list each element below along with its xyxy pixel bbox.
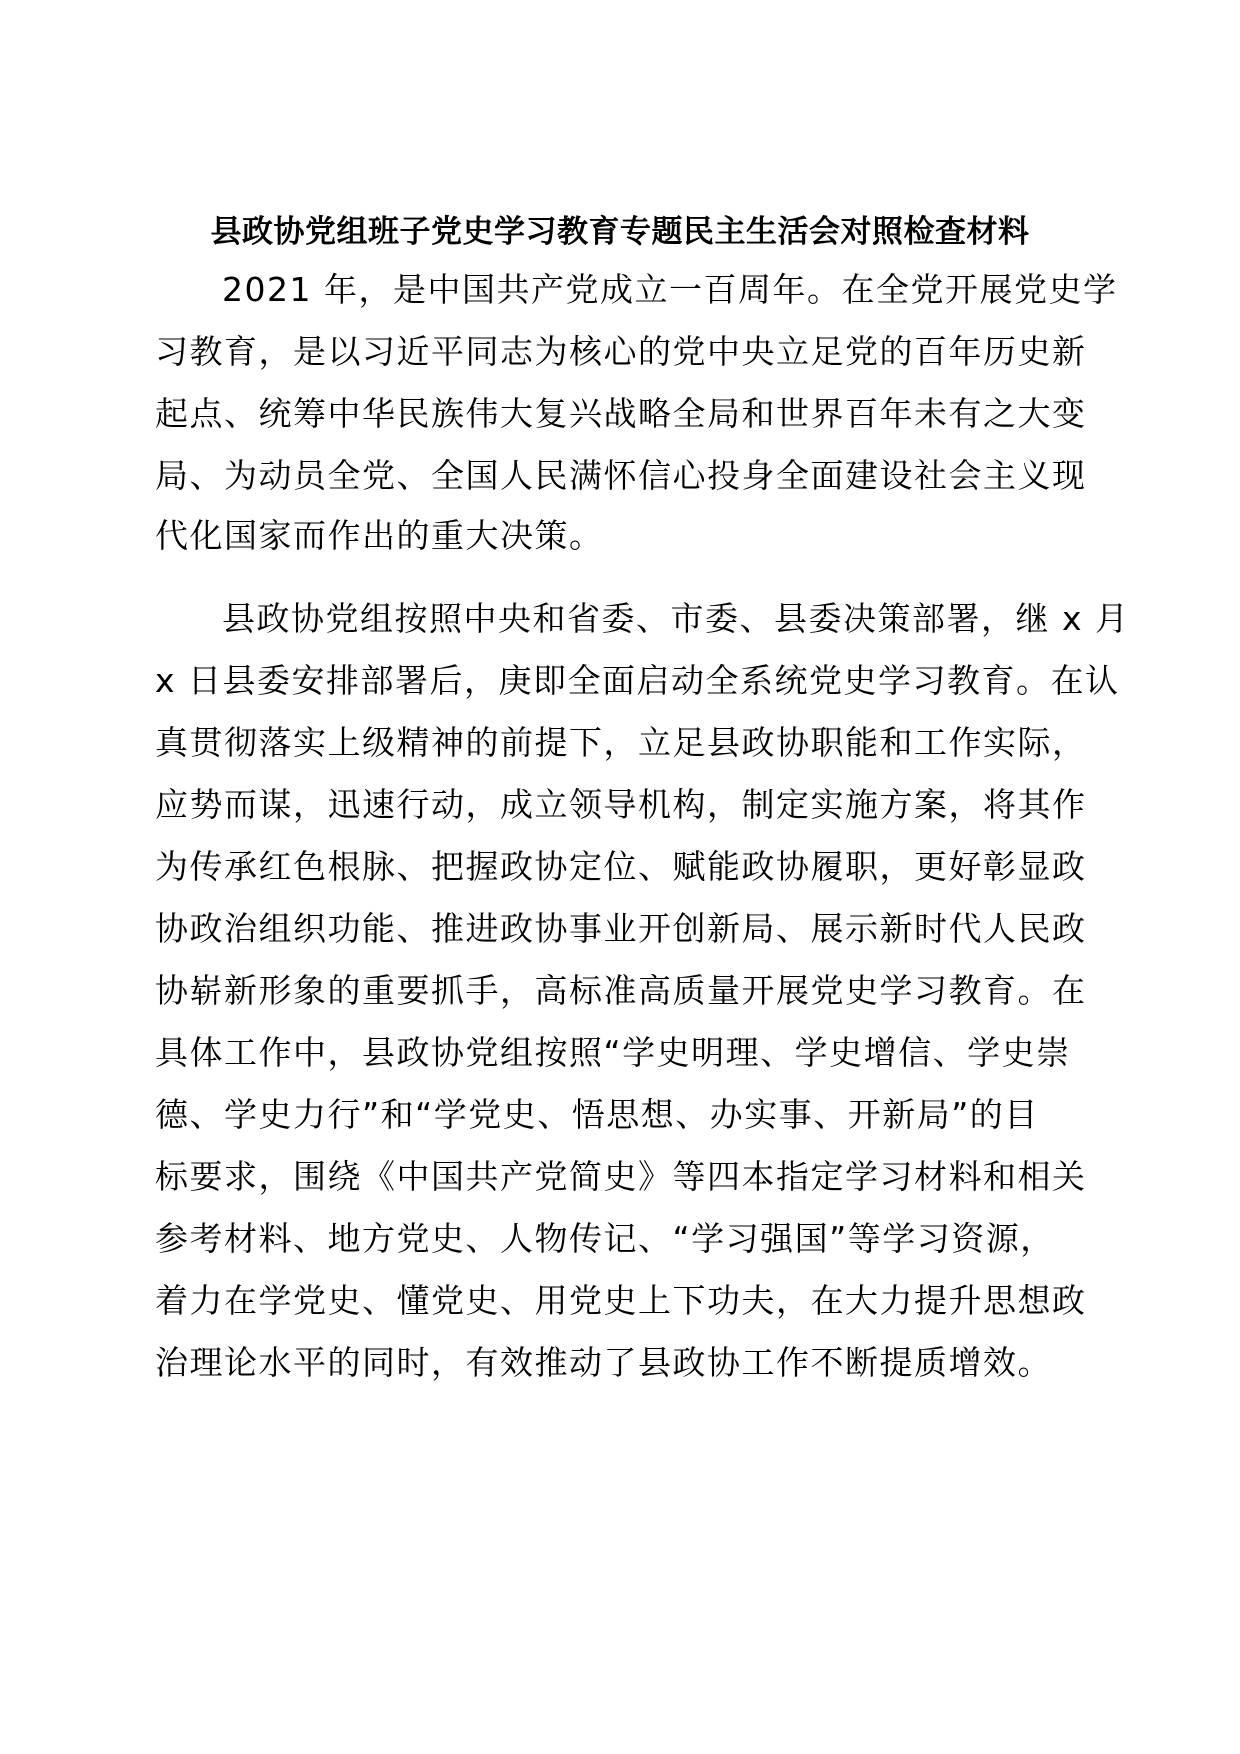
paragraph-line: 起点、统筹中华民族伟大复兴战略全局和世界百年未有之大变 — [155, 394, 1087, 433]
paragraph-line: 2021 年，是中国共产党成立一百周年。在全党开展党史学 — [222, 270, 1118, 309]
paragraph-line: 应势而谋，迅速行动，成立领导机构，制定实施方案，将其作 — [155, 785, 1087, 824]
paragraph-line: 德、学史力行”和“学党史、悟思想、办实事、开新局”的目 — [155, 1095, 1039, 1134]
paragraph-line: 习教育，是以习近平同志为核心的党中央立足党的百年历史新 — [155, 332, 1087, 371]
paragraph-line: 为传承红色根脉、把握政协定位、赋能政协履职，更好彰显政 — [155, 847, 1087, 886]
paragraph-line: 代化国家而作出的重大决策。 — [155, 516, 604, 555]
document-title: 县政协党组班子党史学习教育专题民主生活会对照检查材料 — [210, 214, 1030, 250]
paragraph-line: 治理论水平的同时，有效推动了县政协工作不断提质增效。 — [155, 1343, 1052, 1382]
paragraph-line: 协政治组织功能、推进政协事业开创新局、展示新时代人民政 — [155, 909, 1087, 948]
paragraph-line: 真贯彻落实上级精神的前提下，立足县政协职能和工作实际， — [155, 723, 1087, 762]
paragraph-line: 协崭新形象的重要抓手，高标准高质量开展党史学习教育。在 — [155, 971, 1087, 1010]
paragraph-line: 着力在学党史、懂党史、用党史上下功夫，在大力提升思想政 — [155, 1281, 1087, 1320]
paragraph-line: 具体工作中，县政协党组按照“学史明理、学史增信、学史崇 — [155, 1033, 1071, 1072]
paragraph-line: 县政协党组按照中央和省委、市委、县委决策部署，继 x 月 — [222, 599, 1130, 638]
paragraph-line: 局、为动员全党、全国人民满怀信心投身全面建设社会主义现 — [155, 456, 1087, 495]
paragraph-line: 参考材料、地方党史、人物传记、“学习强国”等学习资源， — [155, 1219, 1055, 1258]
paragraph-line: 标要求，围绕《中国共产党简史》等四本指定学习材料和相关 — [155, 1157, 1087, 1196]
paragraph-line: x 日县委安排部署后，庚即全面启动全系统党史学习教育。在认 — [155, 661, 1120, 700]
